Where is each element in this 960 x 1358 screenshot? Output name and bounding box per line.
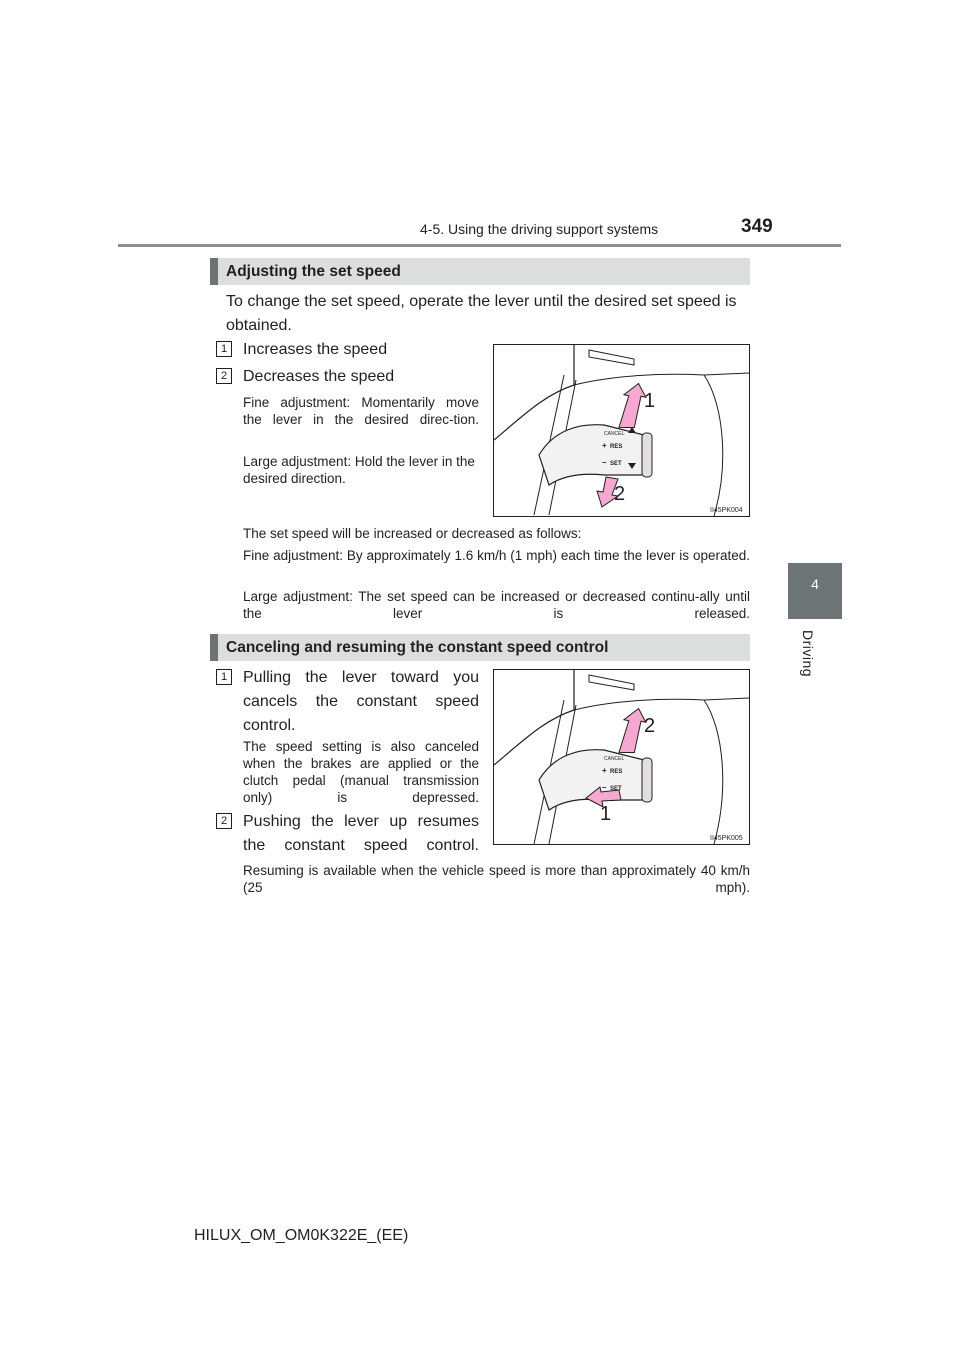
cancel-note: The speed setting is also canceled when the brakes are applied or the clutch pedal (manual transmission only) is depressed. <box>243 739 479 805</box>
note-fine-adjustment: Fine adjustment: By approximately 1.6 km/h (1 mph) each time the lever is operated. <box>243 548 750 563</box>
section-heading-canceling: Canceling and resuming the constant speed control <box>210 634 750 661</box>
header-divider <box>118 244 841 247</box>
fine-adjustment-note: Fine adjustment: Momentarily move the lever in the desired direc-tion. <box>243 395 479 427</box>
note-large-adjustment: Large adjustment: The set speed can be increased or decreased continu-ally until the lever is released. <box>243 589 750 621</box>
lever-res-label: RES <box>610 444 623 450</box>
item-cancel-text: Pulling the lever toward you cancels the constant speed control. <box>243 669 479 734</box>
item-resume-text: Pushing the lever up resumes the constant speed control. <box>243 813 479 854</box>
svg-text:–: – <box>602 458 607 467</box>
figure-callout-1: 1 <box>644 390 656 412</box>
page-number: 349 <box>741 216 773 237</box>
lever-figure-cancel-resume <box>493 669 750 845</box>
svg-text:+: + <box>602 441 607 450</box>
svg-text:–: – <box>602 783 607 792</box>
figure-callout-2: 2 <box>644 715 656 737</box>
lever-set-label: SET <box>610 461 622 467</box>
resume-note: Resuming is available when the vehicle speed is more than approximately 40 km/h (25 mph). <box>243 863 750 895</box>
figure-code: II45PK005 <box>710 835 743 842</box>
item-increase-speed: Increases the speed <box>243 341 388 358</box>
document-id: HILUX_OM_OM0K322E_(EE) <box>194 1227 409 1244</box>
lever-illustration <box>494 670 749 844</box>
section1-intro: To change the set speed, operate the lever until the desired set speed is obtained. <box>226 293 737 334</box>
item-number-badge: 1 <box>216 669 232 685</box>
section-heading-adjusting: Adjusting the set speed <box>210 258 750 285</box>
figure-callout-2: 2 <box>614 483 626 505</box>
lever-set-label: SET <box>610 786 622 792</box>
lever-illustration <box>494 345 749 516</box>
lever-cancel-label: CANCEL <box>604 756 625 762</box>
figure-code: II45PK004 <box>710 507 743 514</box>
header-section-title: 4-5. Using the driving support systems <box>420 221 659 237</box>
lever-cancel-label: CANCEL <box>604 431 625 437</box>
lever-figure-adjust <box>493 344 750 517</box>
item-decrease-speed: Decreases the speed <box>243 368 395 385</box>
note-lead: The set speed will be increased or decreased as follows: <box>243 526 582 541</box>
lever-res-label: RES <box>610 769 623 775</box>
item-number-badge: 1 <box>216 341 232 357</box>
large-adjustment-note: Large adjustment: Hold the lever in the desired direction. <box>243 454 475 486</box>
chapter-label: Driving <box>800 630 816 678</box>
item-number-badge: 2 <box>216 368 232 384</box>
svg-text:+: + <box>602 766 607 775</box>
figure-callout-1: 1 <box>600 803 612 825</box>
chapter-number: 4 <box>811 576 819 592</box>
item-number-badge: 2 <box>216 813 232 829</box>
